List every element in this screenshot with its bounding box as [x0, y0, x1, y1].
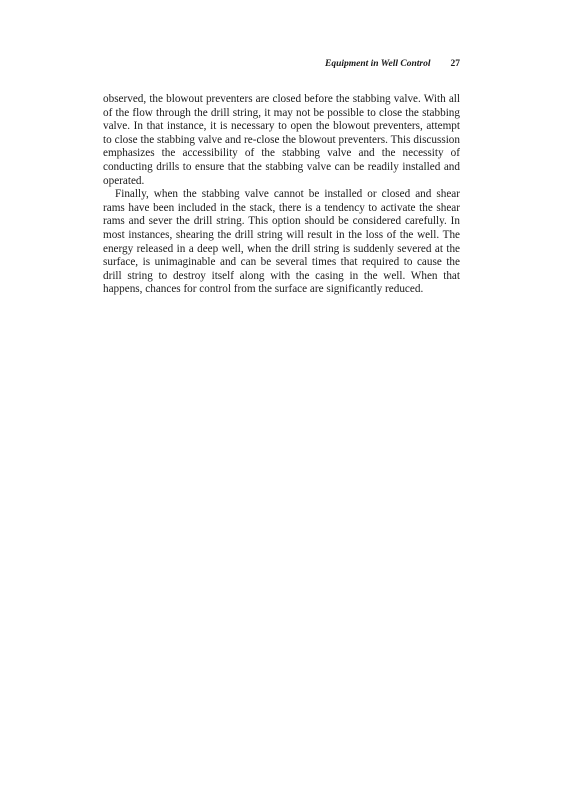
body-text — [103, 93, 460, 297]
running-title: Equipment in Well Control — [325, 59, 431, 69]
paragraph-continued: observed, the blowout preventers are closed before the stabbing valve. With all of the flow through the drill string, it may not be possible to close the stabbing valve. In that instance, it is necessary to open the blowout preventers, attempt to close the stabbing valve and re-close the blowout preventers. This discussion emphasizes the accessibility of the stabbing valve and the necessity of conducting drills to ensure that the stabbing valve can be readily installed and operated. — [103, 93, 460, 187]
page-number: 27 — [450, 59, 460, 69]
paragraph: Finally, when the stabbing valve cannot be installed or closed and shear rams have been included in the stack, there is a tendency to activate the shear rams and sever the drill string. This option should be considered carefully. In most instances, shearing the drill string will result in the loss of the well. The energy released in a deep well, when the drill string is suddenly severed at the surface, is unimaginable and can be several times that required to cause the drill string to destroy itself along with the casing in the well. When that happens, chances for control from the surface are significantly reduced. — [103, 188, 460, 296]
running-head — [103, 58, 460, 70]
